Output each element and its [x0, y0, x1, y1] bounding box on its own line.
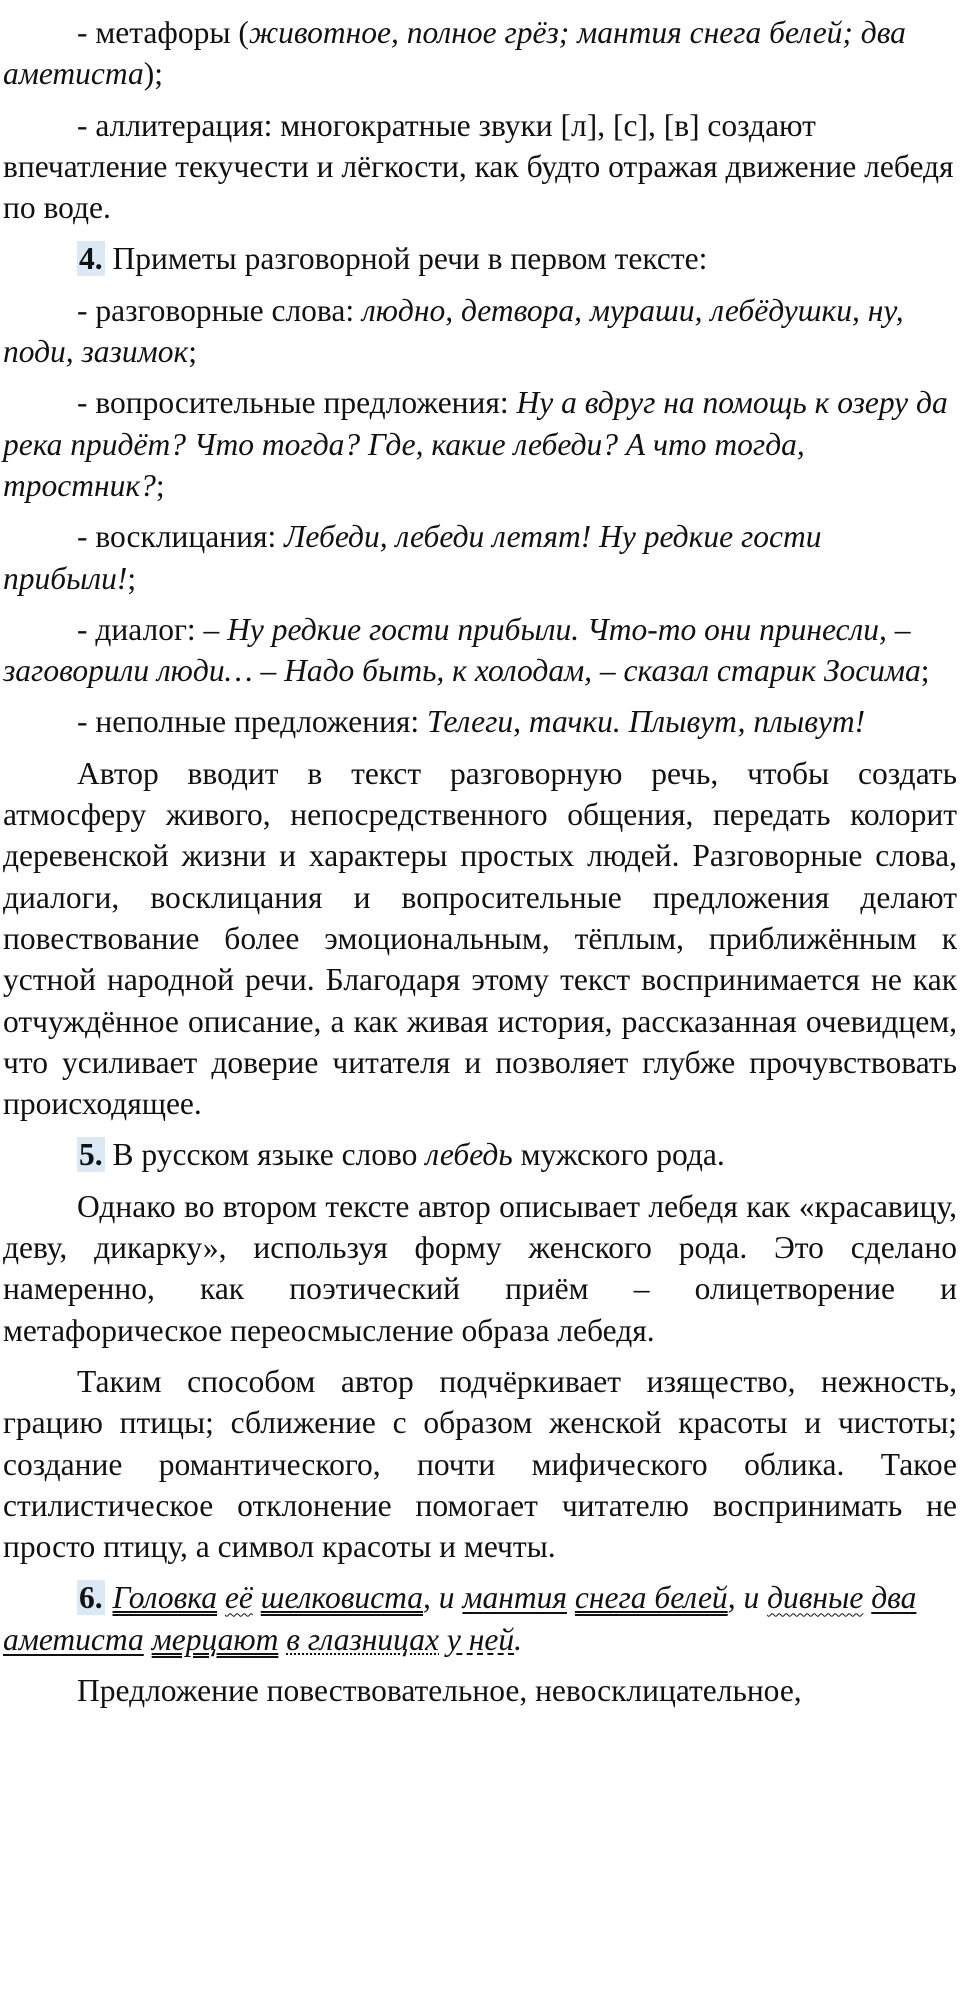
- space: [217, 1580, 225, 1615]
- paragraph-questions: [3, 382, 957, 506]
- paragraph-incomplete-sentences: [3, 701, 957, 742]
- adverbial-v-glaznitsah: в глазницах: [286, 1621, 440, 1657]
- task-number-4: 4.: [79, 241, 103, 277]
- punct: );: [143, 56, 164, 92]
- space: [105, 1580, 113, 1615]
- questions-label: - вопросительные предложения:: [77, 385, 517, 421]
- punct: ;: [127, 560, 137, 596]
- attribute-divnye: дивные: [767, 1580, 864, 1616]
- space: [253, 1580, 261, 1615]
- metaphors-examples: животное, полное грёз; мантия снега белей; два аметиста: [3, 15, 906, 92]
- object-u-nei: у ней: [446, 1621, 515, 1657]
- incomplete-examples: Телеги, тачки. Плывут, плывут!: [427, 704, 866, 740]
- incomplete-label: - неполные предложения:: [77, 704, 428, 740]
- metaphors-label: - метафоры (: [77, 15, 249, 50]
- colloquial-words-label: - разговорные слова:: [77, 292, 362, 328]
- predicate-shelkovista: шелковиста: [260, 1580, 424, 1616]
- paragraph-task-6: [3, 1577, 957, 1660]
- predicate-mertsayut: мерцают: [151, 1621, 279, 1657]
- punct: ;: [920, 653, 930, 689]
- subject-golovka: Головка: [112, 1580, 217, 1616]
- punct: ;: [155, 467, 165, 503]
- dialogue-label: - диалог:: [77, 611, 204, 647]
- paragraph-task-4: [3, 238, 957, 279]
- paragraph-author-purpose: Автор вводит в текст разговорную речь, чтобы создать атмосферу живого, непосредственного общения, передать колорит деревенской жизни и характеры простых людей. Разговорные слова, диалоги, восклицания и вопросительные предложения делают повествование более эмоциональным, тёплым, приближённым к устной народной речи. Благодаря этому текст воспринимается не как отчуждённое описание, а как живая история, рассказанная очевидцем, что усиливает доверие читателя и позволяет глубже прочувствовать происходящее.: [3, 755, 957, 1122]
- task-5-text: В русском языке слово: [104, 1137, 426, 1173]
- paragraph-metaphors: [3, 12, 957, 95]
- space: [759, 1580, 767, 1615]
- predicate-snega-belei: снега белей: [574, 1580, 728, 1616]
- punct: ,: [423, 1580, 439, 1616]
- task-4-heading: Приметы разговорной речи в первом тексте:: [104, 241, 708, 277]
- paragraph-alliteration: - аллитерация: многократные звуки [л], [с], [в] создают впечатление текучести и лёгкости, как будто отражая движение лебедя по воде.: [3, 107, 954, 226]
- paragraph-task-5: [3, 1134, 957, 1175]
- paragraph-exclamations: [3, 516, 957, 599]
- exclamations-label: - восклицания:: [77, 519, 285, 555]
- task-number-6: 6.: [79, 1580, 103, 1616]
- punct: ;: [188, 334, 197, 370]
- paragraph-dialogue: [3, 609, 957, 692]
- conjunction-i: и: [438, 1580, 455, 1616]
- punct: ,: [727, 1580, 744, 1616]
- document-page: [3, 12, 957, 1721]
- dialogue-examples: – Ну редкие гости прибыли. Что-то они принесли, – заговорили люди… – Надо быть, к холодам, – сказал старик Зосима: [3, 611, 921, 689]
- conjunction-i: и: [743, 1580, 760, 1616]
- task-5-text-end: мужского рода.: [512, 1137, 725, 1173]
- paragraph-stylistic-effect: Таким способом автор подчёркивает изящество, нежность, грацию птицы; сближение с образом женской красоты и чистоты; создание романтического, почти мифического облика. Такое стилистическое отклонение помогает читателю воспринимать не просто птицу, а символ красоты и мечты.: [3, 1363, 957, 1565]
- word-lebed: лебедь: [425, 1137, 513, 1173]
- space: [567, 1580, 575, 1615]
- task-number-5: 5.: [79, 1137, 103, 1173]
- paragraph-feminine-form: Однако во втором тексте автор описывает лебедя как «красавицу, деву, дикарку», используя форму женского рода. Это сделано намеренно, как поэтический приём – олицетворение и метафорическое переосмысление образа лебедя.: [3, 1188, 957, 1348]
- subject-dva-ametista: два аметиста: [3, 1580, 917, 1657]
- punct: .: [514, 1621, 523, 1657]
- paragraph-sentence-type: Предложение повествовательное, невосклицательное,: [77, 1672, 802, 1708]
- paragraph-colloquial-words: [3, 290, 957, 373]
- colloquial-words-examples: людно, детвора, мураши, лебёдушки, ну, поди, зазимок: [3, 292, 904, 370]
- space: [144, 1622, 152, 1657]
- space: [439, 1622, 447, 1657]
- subject-mantiya: мантия: [462, 1580, 568, 1616]
- exclamations-examples: Лебеди, лебеди летят! Ну редкие гости прибыли!: [3, 519, 822, 596]
- attribute-ee: её: [224, 1580, 253, 1616]
- questions-examples: Ну а вдруг на помощь к озеру да река придёт? Что тогда? Где, какие лебеди? А что тогда, тростник?: [3, 385, 948, 503]
